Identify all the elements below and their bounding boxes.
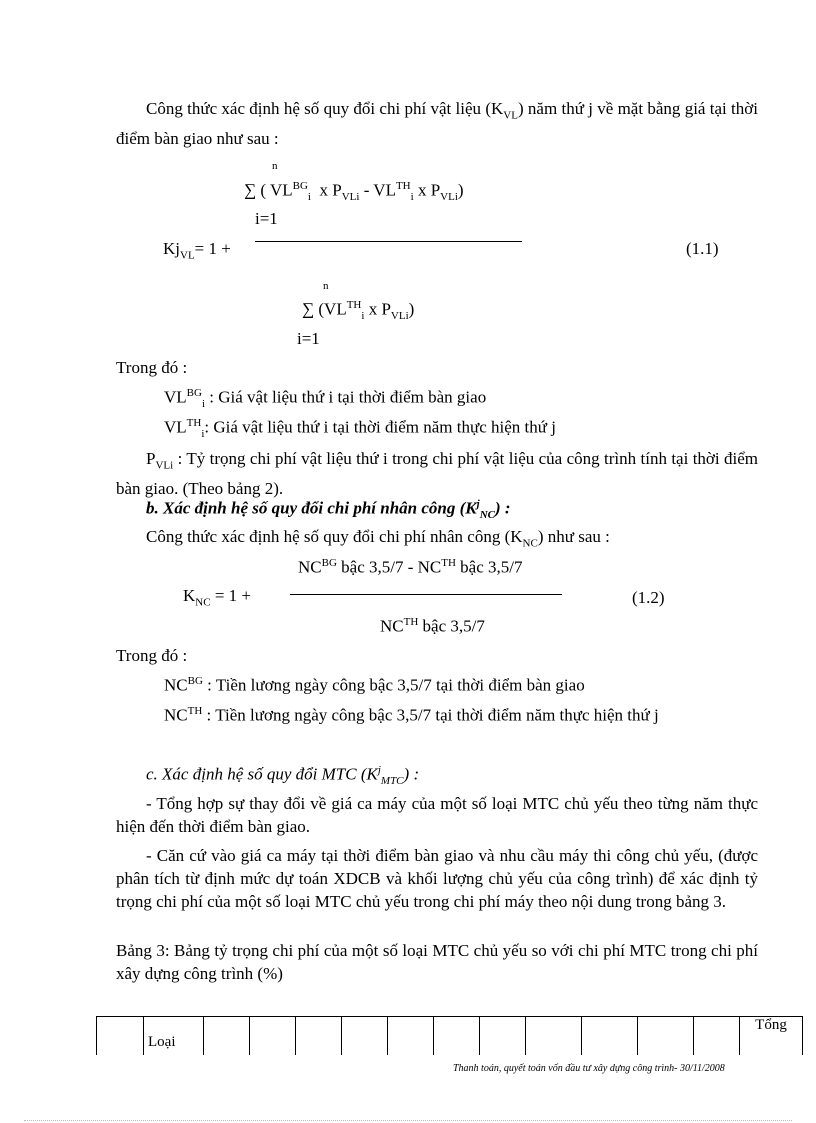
fraction-bar <box>290 594 562 595</box>
formula-1-2-lhs: $K_{NC} = 1$ + <box>183 586 251 609</box>
page-edge-divider <box>24 1120 792 1121</box>
formula-1-1-denominator: ∑ ($VLTH_i$ x $P_{VLi}$) <box>302 299 415 323</box>
formula-1-2-denominator: $NC^{TH}$ bậc 3,5/7 <box>380 616 485 636</box>
intro-paragraph-nc: Công thức xác định hệ số quy đổi chi phí nhân công $(K_{NC})$ như sau : <box>146 527 610 550</box>
fraction-bar <box>255 241 522 242</box>
paragraph-mtc-basis: - Căn cứ vào giá ca máy tại thời điểm bàn giao và nhu cầu máy thi công chủ yếu, (được phân tích từ định mức dự toán XDCB và khối lượng chủ yếu của công trình) để xác định tỷ trọng chi phí của một số loại MTC chủ yếu trong chi phí máy theo nội dung trong bảng 3. <box>116 846 758 911</box>
def-vl-th: $VLTH_i$: Giá vật liệu thứ i tại thời điểm năm thực hiện thứ j <box>164 417 556 441</box>
table-3-caption: Bảng 3: Bảng tỷ trọng chi phí của một số loại MTC chủ yếu so với chi phí MTC trong chi phí xây dựng công trình (%) <box>116 941 758 983</box>
formula-1-2-numerator: $NC^{BG}$ bậc $3,5/7 - NC^{TH}$ bậc 3,5/7 <box>298 557 523 577</box>
formula-1-1-lhs: $Kj_{VL}= 1$ + <box>163 239 231 262</box>
table-header-loai: Loại <box>144 1017 204 1056</box>
def-p-vli: $P_{VLi}$ : Tỷ trọng chi phí vật liệu thứ i trong chi phí vật liệu của công trình tính tại thời điểm bàn giao. (Theo bảng 2). <box>116 449 758 499</box>
paragraph-mtc-summary: - Tổng hợp sự thay đổi về giá ca máy của một số loại MTC chủ yếu theo từng năm thực hiện đến thời điểm bàn giao. <box>116 794 758 836</box>
table-3 <box>96 1016 803 1055</box>
where-label: Trong đó : <box>116 358 188 377</box>
intro-paragraph-vl: Công thức xác định hệ số quy đổi chi phí vật liệu $(K_{VL})$ năm thứ j về mặt bằng giá tại thời điểm bàn giao như sau : <box>116 99 758 149</box>
def-nc-bg: $NC^{BG}$ : Tiền lương ngày công bậc 3,5/7 tại thời điểm bàn giao <box>164 675 585 695</box>
def-vl-bg: $VL^{BG}_i$ : Giá vật liệu thứ i tại thời điểm bàn giao <box>164 387 487 411</box>
formula-1-2-number: (1.2) <box>632 588 665 607</box>
sum-lower-limit: i=1 <box>297 329 320 348</box>
sum-lower-limit: i=1 <box>255 209 278 228</box>
sum-upper-limit: n <box>272 160 278 172</box>
formula-1-1-number: (1.1) <box>686 239 719 258</box>
sum-upper-limit: n <box>323 280 329 292</box>
heading-c: c. Xác định hệ số quy đổi MTC $(K^j_{MTC})$ : <box>146 764 420 788</box>
table-header-tong: Tổng <box>740 1017 803 1056</box>
heading-b: b. Xác định hệ số quy đổi chi phí nhân công $(K^j_{NC})$ : <box>146 498 511 522</box>
where-label: Trong đó : <box>116 646 188 665</box>
page-footer: Thanh toán, quyết toán vốn đầu tư xây dựng công trình- 30/11/2008 <box>453 1063 725 1074</box>
def-nc-th: $NC^{TH}$ : Tiền lương ngày công bậc 3,5/7 tại thời điểm năm thực hiện thứ j <box>164 705 659 725</box>
formula-1-1-numerator: ∑ ( $VL^{BG}_i$ x $P_{VLi} - VLTH_i$ x $P_{VLi}$) <box>244 180 464 204</box>
